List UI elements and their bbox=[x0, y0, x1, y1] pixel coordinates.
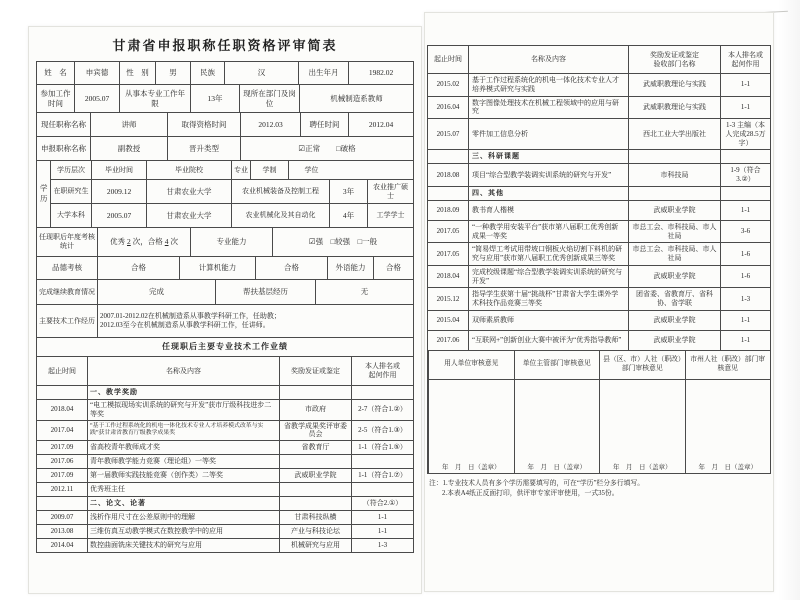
perf-rank: 1-1 bbox=[720, 97, 770, 119]
page-2-top-margin bbox=[425, 13, 773, 45]
perf-cert bbox=[628, 187, 720, 200]
performance-header-row bbox=[37, 356, 413, 385]
perf-cert: 产业与科技论坛 bbox=[279, 525, 351, 538]
review-column-header: 市州人社（职改）部门审核意见 bbox=[686, 351, 771, 380]
birth-value: 1982.02 bbox=[348, 62, 413, 84]
perf-name: “简易焊工考试用带坡口钢板火焰切割下料机的研究与应用”获市第八届职工优秀创新成果三等奖 bbox=[468, 243, 628, 265]
gender-value: 男 bbox=[155, 62, 190, 84]
p2-header-cert-line1: 奖励发证或鉴定 bbox=[650, 50, 699, 59]
work-start-value: 2005.07 bbox=[74, 85, 119, 112]
perf-name: “基于工作过程系统化的机电一体化技术专业人才培养模式改革与实践”获甘肃省教育厅级教学成果奖 bbox=[87, 421, 279, 441]
perf-cert bbox=[279, 497, 351, 510]
qual-time-value: 2012.03 bbox=[240, 113, 300, 136]
edu-degree: 工学学士 bbox=[367, 204, 413, 227]
grassroot-label: 帮扶基层经历 bbox=[215, 280, 315, 304]
perf-name: 数控曲面铣床关键技术的研究与应用 bbox=[87, 539, 279, 552]
perf-cert: 武威职业学院 bbox=[628, 266, 720, 288]
perf-name: 三维仿真互动教学模式在数控教学中的应用 bbox=[87, 525, 279, 538]
ability-checkboxes: ☑强 □较强 □一般 bbox=[272, 228, 413, 256]
perf-name: “互联网+”创新创业大赛中被评为“优秀指导教师” bbox=[468, 331, 628, 350]
birth-label: 出生年月 bbox=[298, 62, 348, 84]
perf-name: 一、教学奖励 bbox=[87, 386, 279, 399]
edu-header-school: 毕业院校 bbox=[146, 161, 231, 179]
perf-cert: 省教育厅 bbox=[279, 441, 351, 454]
performance-row bbox=[428, 242, 770, 265]
apply-title-label: 申报职称名称 bbox=[41, 143, 86, 153]
perf-date: 2017.04 bbox=[50, 425, 74, 434]
perf-name: 双师素质教师 bbox=[468, 311, 628, 330]
ability-label: 专业能力 bbox=[190, 228, 272, 256]
edu-level: 大学本科 bbox=[57, 211, 85, 220]
perf-date: 2012.11 bbox=[50, 485, 74, 494]
perf-date bbox=[37, 386, 87, 399]
perf-date: 2018.04 bbox=[50, 405, 74, 414]
experience-line1: 2007.01-2012.02在机械制造系从事教学科研工作，任助教； bbox=[100, 312, 281, 321]
performance-row bbox=[37, 440, 413, 454]
row-annual-assessment bbox=[37, 227, 413, 256]
edu-header-degree: 学位 bbox=[288, 161, 334, 179]
perf-rank: 1-1 bbox=[720, 331, 770, 350]
review-column-header: 用人单位审核意见 bbox=[429, 351, 514, 380]
performance-row bbox=[428, 287, 770, 310]
performance-row bbox=[428, 200, 770, 220]
annual-post: 次 bbox=[170, 237, 178, 247]
p2-header-date: 起止时间 bbox=[434, 55, 462, 64]
perf-cert: 武威职教理论与实践 bbox=[628, 97, 720, 119]
perf-date: 2016.04 bbox=[436, 102, 460, 111]
review-empty-area bbox=[515, 380, 600, 460]
perf-name: 青年教师教学能力竞赛（理论组）一等奖 bbox=[87, 455, 279, 468]
row-continuing-education bbox=[37, 279, 413, 304]
perf-name: 四、其他 bbox=[468, 187, 628, 200]
perf-cert: 武威职教理论与实践 bbox=[628, 74, 720, 96]
performance-row bbox=[37, 482, 413, 496]
perf-name: 指导学生获第十届“挑战杯”甘肃省大学生课外学术科技作品竞赛三等奖 bbox=[468, 288, 628, 310]
edu-header-level: 学历层次 bbox=[57, 165, 85, 174]
perf-date: 2017.05 bbox=[436, 227, 460, 236]
experience-label: 主要技术工作经历 bbox=[39, 316, 95, 325]
performance-row bbox=[428, 186, 770, 200]
performance-row bbox=[37, 510, 413, 524]
hire-time-value: 2012.04 bbox=[348, 113, 413, 136]
promo-type-label: 晋升类型 bbox=[167, 137, 240, 160]
perf-cert: 西北工业大学出版社 bbox=[628, 119, 720, 149]
edu-header-major: 专业 bbox=[231, 161, 250, 179]
perf-rank bbox=[720, 150, 770, 163]
current-title-label: 现任职称名称 bbox=[41, 119, 86, 129]
dept-label: 现所在部门及岗位 bbox=[239, 85, 299, 112]
years-value: 13年 bbox=[190, 85, 239, 112]
perf-cert: 武威职业学院 bbox=[628, 201, 720, 220]
perf-rank: 1-6 bbox=[720, 243, 770, 265]
review-column bbox=[599, 351, 685, 473]
row-work-experience bbox=[37, 304, 413, 337]
education-header-row bbox=[51, 161, 413, 179]
performance-row bbox=[428, 220, 770, 243]
review-date-stamp: 年 月 日（盖章） bbox=[698, 463, 757, 471]
perf-date: 2015.07 bbox=[436, 129, 460, 138]
education-side-label bbox=[37, 161, 50, 227]
p2-header-rank bbox=[720, 46, 770, 73]
performance-rows bbox=[37, 385, 413, 552]
perf-date: 2017.09 bbox=[50, 443, 74, 452]
performance-row bbox=[37, 496, 413, 510]
perf-rank: 1-9（符合3.②） bbox=[720, 164, 770, 186]
review-section bbox=[428, 350, 770, 473]
perf-cert: 省教学成果奖评审委员会 bbox=[279, 421, 351, 441]
perf-rank: 2-5（符合1.③） bbox=[351, 421, 413, 441]
perf-rank: 1-1 bbox=[351, 511, 413, 524]
form-title: 甘肃省申报职称任职资格评审简表 bbox=[112, 38, 338, 53]
perf-cert: 机械研究与应用 bbox=[279, 539, 351, 552]
performance-row bbox=[37, 420, 413, 441]
perf-date: 2017.09 bbox=[50, 471, 74, 480]
perf-rank bbox=[351, 483, 413, 496]
performance-row bbox=[37, 385, 413, 399]
perf-name: 数字图像处理技术在机械工程领域中的应用与研究 bbox=[468, 97, 628, 119]
perf-date: 2015.02 bbox=[436, 80, 460, 89]
apply-title-value: 副教授 bbox=[90, 137, 167, 160]
edu-major: 农业机械化及其自动化 bbox=[231, 204, 329, 227]
work-start-label: 参加工作时间 bbox=[40, 89, 71, 108]
perf-header-rank-line1: 本人排名或 bbox=[365, 362, 400, 371]
dept-value: 机械制造系教师 bbox=[299, 85, 413, 112]
perf-header-rank-line2: 起何作用 bbox=[368, 371, 397, 379]
page-2-table bbox=[427, 45, 771, 474]
hire-time-label: 聘任时间 bbox=[300, 113, 348, 136]
computer-value: 合格 bbox=[255, 257, 327, 279]
footnote-2: 2.本表A4纸正反面打印，供评审专家评审使用，一式35份。 bbox=[442, 489, 619, 497]
perf-name: 项目“综合型教学装调实训系统的研究与开发” bbox=[468, 164, 628, 186]
perf-date bbox=[37, 497, 87, 510]
experience-value bbox=[97, 305, 413, 337]
moral-label: 品德考核 bbox=[52, 263, 82, 273]
performance-row bbox=[428, 73, 770, 96]
annual-excellent-count: 2 bbox=[127, 237, 131, 247]
qual-time-label: 取得资格时间 bbox=[167, 113, 240, 136]
edu-level: 在职研究生 bbox=[53, 187, 89, 196]
annual-qualified-count: 4 bbox=[164, 237, 169, 247]
review-date-stamp: 年 月 日（盖章） bbox=[442, 463, 501, 471]
perf-rank: 1-1（符合1.⑤） bbox=[351, 441, 413, 454]
perf-date bbox=[428, 150, 468, 163]
perf-date bbox=[428, 187, 468, 200]
performance-row bbox=[37, 468, 413, 482]
perf-cert: 市政府 bbox=[279, 400, 351, 420]
perf-date: 2013.08 bbox=[50, 527, 74, 536]
current-title-value: 讲师 bbox=[90, 113, 167, 136]
edu-school: 甘肃农业大学 bbox=[146, 180, 231, 203]
grassroot-value: 无 bbox=[315, 280, 413, 304]
perf-header-date: 起止时间 bbox=[48, 366, 76, 375]
ce-label: 完成继续教育情况 bbox=[39, 287, 95, 296]
education-row bbox=[51, 179, 413, 203]
review-column-header: 县（区、市）人社（职改）部门审核意见 bbox=[600, 351, 685, 380]
perf-name: 第一届教师实践技能竞赛（创作类）二等奖 bbox=[87, 469, 279, 482]
perf-rank: 1-1 bbox=[720, 201, 770, 220]
promo-exception-checkbox: □破格 bbox=[336, 143, 356, 153]
page2-header-row bbox=[428, 46, 770, 73]
edu-degree: 农业推广硕士 bbox=[367, 180, 413, 203]
row-current-title bbox=[37, 112, 413, 136]
perf-rank: 1-1 bbox=[351, 525, 413, 538]
perf-rank: 1-6 bbox=[720, 266, 770, 288]
annual-pre: 优秀 bbox=[110, 237, 125, 247]
promo-normal-checkbox: ☑正常 bbox=[298, 143, 321, 153]
ethnic-value: 汉 bbox=[224, 62, 298, 84]
edu-length: 3年 bbox=[329, 180, 367, 203]
years-label: 从事本专业工作年限 bbox=[119, 85, 190, 112]
perf-rank bbox=[351, 455, 413, 468]
perf-name: 零件加工信息分析 bbox=[468, 119, 628, 149]
review-date-stamp: 年 月 日（盖章） bbox=[613, 463, 672, 471]
annual-value bbox=[97, 228, 190, 256]
performance-row bbox=[428, 330, 770, 350]
name-label: 姓 名 bbox=[44, 68, 67, 78]
performance-row bbox=[37, 524, 413, 538]
perf-name: 完成校级课题“综合型教学装调实训系统的研究与开发” bbox=[468, 266, 628, 288]
performance-section-title: 任现职后主要专业技术工作业绩 bbox=[162, 342, 288, 351]
perf-date: 2009.07 bbox=[50, 513, 74, 522]
perf-name: 浅析作用尺寸在公差原则中的理解 bbox=[87, 511, 279, 524]
perf-header-rank bbox=[351, 357, 413, 385]
annual-mid: 次，合格 bbox=[132, 237, 163, 247]
perf-rank: 1-3 bbox=[351, 539, 413, 552]
row-apply-title bbox=[37, 136, 413, 160]
review-column-header: 单位主管部门审核意见 bbox=[515, 351, 600, 380]
perf-name: 基于工作过程系统化的机电一体化技术专业人才培养模式研究与实践 bbox=[468, 74, 628, 96]
edu-header-length: 学制 bbox=[250, 161, 288, 179]
ethnic-label: 民族 bbox=[190, 62, 224, 84]
perf-date: 2018.09 bbox=[436, 205, 460, 214]
row-basic-work bbox=[37, 84, 413, 112]
footnote-1: 注：1.专业技术人员有多个学历需要填写的，可在“学历”栏分多行填写。 bbox=[429, 479, 645, 487]
page-1 bbox=[28, 26, 422, 594]
perf-date: 2015.04 bbox=[436, 315, 460, 324]
performance-section-banner bbox=[37, 337, 413, 356]
perf-cert bbox=[279, 455, 351, 468]
education-side-label-text: 学历 bbox=[39, 183, 49, 205]
page-2 bbox=[424, 12, 774, 592]
perf-header-name: 名称及内容 bbox=[87, 357, 279, 385]
perf-date: 2018.04 bbox=[436, 272, 460, 281]
education-block bbox=[37, 160, 413, 227]
main-table bbox=[36, 61, 414, 553]
edu-major: 农业机械装备及控制工程 bbox=[231, 180, 329, 203]
row-basic-identity bbox=[37, 62, 413, 84]
perf-date: 2017.06 bbox=[436, 335, 460, 344]
perf-header-cert: 奖励发证或鉴定 bbox=[279, 357, 351, 385]
footnotes bbox=[429, 479, 769, 499]
perf-rank: 1-1 bbox=[720, 311, 770, 330]
p2-header-rank-line2: 起何作用 bbox=[731, 59, 760, 68]
moral-value: 合格 bbox=[97, 257, 179, 279]
language-label: 外语能力 bbox=[327, 257, 373, 279]
perf-date: 2017.06 bbox=[50, 457, 74, 466]
experience-line2: 2012.03至今在机械制造系从事教学科研工作，任讲师。 bbox=[100, 321, 270, 329]
review-column bbox=[514, 351, 600, 473]
perf-rank: 2-7（符合1.②） bbox=[351, 400, 413, 420]
performance-row bbox=[428, 96, 770, 119]
performance-row bbox=[37, 538, 413, 552]
perf-date: 2017.05 bbox=[436, 249, 460, 258]
review-empty-area bbox=[429, 380, 514, 460]
edu-school: 甘肃农业大学 bbox=[146, 204, 231, 227]
performance-row bbox=[428, 310, 770, 330]
perf-date: 2014.04 bbox=[50, 541, 74, 550]
education-subtable bbox=[50, 161, 413, 227]
perf-date: 2018.08 bbox=[436, 170, 460, 179]
review-column bbox=[685, 351, 771, 473]
perf-rank: 1-3 主编（本人完成28.5万字） bbox=[720, 119, 770, 149]
performance-row bbox=[37, 399, 413, 420]
perf-name: “电工模拟现场实训系统的研究与开发”获市厅级科技进步二等奖 bbox=[87, 400, 279, 420]
review-column bbox=[428, 351, 514, 473]
annual-label: 任现职后年度考核统计 bbox=[39, 233, 95, 250]
perf-cert: 市总工会、市科技局、市人社局 bbox=[628, 221, 720, 243]
review-empty-area bbox=[686, 380, 771, 460]
page2-performance-rows bbox=[428, 73, 770, 350]
education-row bbox=[51, 203, 413, 227]
edu-time: 2005.07 bbox=[91, 204, 146, 227]
performance-row bbox=[428, 163, 770, 186]
language-value: 合格 bbox=[373, 257, 413, 279]
ce-value: 完成 bbox=[97, 280, 215, 304]
p2-header-rank-line1: 本人排名或 bbox=[728, 50, 763, 59]
perf-name: 省高校青年教师成才奖 bbox=[87, 441, 279, 454]
computer-label: 计算机能力 bbox=[179, 257, 255, 279]
p2-header-cert bbox=[628, 46, 720, 73]
perf-name: 教书育人楷模 bbox=[468, 201, 628, 220]
edu-time: 2009.12 bbox=[91, 180, 146, 203]
gender-label: 性 别 bbox=[119, 62, 155, 84]
review-empty-area bbox=[600, 380, 685, 460]
perf-rank bbox=[720, 187, 770, 200]
review-date-stamp: 年 月 日（盖章） bbox=[527, 463, 586, 471]
performance-row bbox=[428, 149, 770, 163]
performance-row bbox=[428, 118, 770, 149]
perf-cert bbox=[279, 483, 351, 496]
perf-rank: 3-6 bbox=[720, 221, 770, 243]
p2-header-name: 名称及内容 bbox=[468, 46, 628, 73]
perf-rank: 1-3 bbox=[720, 288, 770, 310]
perf-cert: 市科技局 bbox=[628, 164, 720, 186]
row-moral-computer-language bbox=[37, 256, 413, 279]
perf-name: “一种教学用安装平台”获市第八届职工优秀创新成果一等奖 bbox=[468, 221, 628, 243]
perf-cert: 甘肃科技纵横 bbox=[279, 511, 351, 524]
edu-length: 4年 bbox=[329, 204, 367, 227]
perf-name: 三、科研课题 bbox=[468, 150, 628, 163]
perf-rank: 1-1（符合1.⑦） bbox=[351, 469, 413, 482]
name-value: 申宾德 bbox=[74, 62, 119, 84]
perf-rank: （符合2.①） bbox=[351, 497, 413, 510]
perf-cert: 武威职业学院 bbox=[628, 311, 720, 330]
perf-rank bbox=[351, 386, 413, 399]
perf-cert: 团省委、省教育厅、省科协、省学联 bbox=[628, 288, 720, 310]
p2-header-cert-line2: 验收部门名称 bbox=[653, 59, 696, 68]
performance-row bbox=[37, 454, 413, 468]
promo-type-value bbox=[240, 137, 413, 160]
perf-cert: 武威职业学院 bbox=[279, 469, 351, 482]
scan-edge-shading bbox=[778, 0, 800, 600]
perf-cert: 武威职业学院 bbox=[628, 331, 720, 350]
perf-rank: 1-1 bbox=[720, 74, 770, 96]
perf-name: 二、论文、论著 bbox=[87, 497, 279, 510]
perf-cert bbox=[628, 150, 720, 163]
performance-row bbox=[428, 265, 770, 288]
perf-name: 优秀班主任 bbox=[87, 483, 279, 496]
perf-cert: 市总工会、市科技局、市人社局 bbox=[628, 243, 720, 265]
edu-header-time: 毕业时间 bbox=[91, 161, 146, 179]
perf-date: 2015.12 bbox=[436, 294, 460, 303]
perf-cert bbox=[279, 386, 351, 399]
